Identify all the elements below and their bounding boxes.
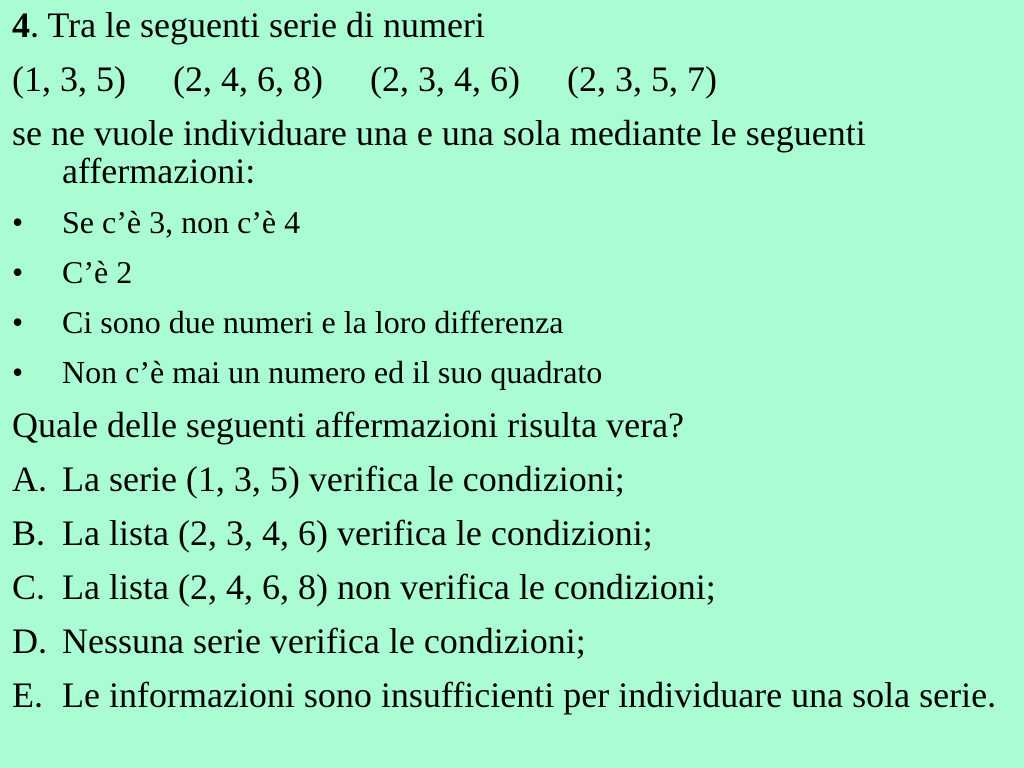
condition-item	[12, 204, 1012, 240]
option-text: Le informazioni sono insufficienti per individuare una sola serie.	[62, 675, 997, 715]
condition-text: Ci sono due numeri e la loro differenza	[62, 304, 564, 340]
condition-item	[12, 354, 1012, 390]
bullet-icon: •	[12, 304, 24, 340]
series-list	[12, 60, 1012, 98]
series-item: (2, 3, 4, 6)	[369, 59, 520, 99]
condition-item	[12, 254, 1012, 290]
answer-options	[12, 460, 1012, 714]
series-item: (2, 3, 5, 7)	[566, 59, 717, 99]
series-item: (1, 3, 5)	[12, 59, 126, 99]
question-number: 4	[12, 5, 30, 45]
answer-option-c	[12, 568, 1012, 606]
question-title-text: . Tra le seguenti serie di numeri	[30, 5, 485, 45]
intro-text: se ne vuole individuare una e una sola mediante le seguenti affermazioni:	[12, 113, 866, 191]
option-letter: D.	[12, 621, 47, 661]
answer-option-e	[12, 676, 1012, 714]
condition-text: Non c’è mai un numero ed il suo quadrato	[62, 354, 603, 390]
bullet-icon: •	[12, 204, 24, 240]
option-text: La lista (2, 3, 4, 6) verifica le condizioni;	[62, 513, 653, 553]
option-letter: E.	[12, 675, 43, 715]
question-title	[12, 6, 1012, 44]
answer-option-a	[12, 460, 1012, 498]
option-text: Nessuna serie verifica le condizioni;	[62, 621, 586, 661]
conditions-list	[12, 204, 1012, 390]
question-text: Quale delle seguenti affermazioni risulta vera?	[12, 405, 685, 445]
answer-option-b	[12, 514, 1012, 552]
condition-text: C’è 2	[62, 254, 133, 290]
slide-content	[12, 0, 1012, 714]
bullet-icon: •	[12, 254, 24, 290]
option-text: La lista (2, 4, 6, 8) non verifica le condizioni;	[62, 567, 716, 607]
condition-item	[12, 304, 1012, 340]
bullet-icon: •	[12, 354, 24, 390]
option-letter: B.	[12, 513, 46, 553]
condition-text: Se c’è 3, non c’è 4	[62, 204, 301, 240]
answer-option-d	[12, 622, 1012, 660]
series-item: (2, 4, 6, 8)	[172, 59, 323, 99]
option-letter: A.	[12, 459, 47, 499]
option-text: La serie (1, 3, 5) verifica le condizioni;	[62, 459, 625, 499]
option-letter: C.	[12, 567, 46, 607]
